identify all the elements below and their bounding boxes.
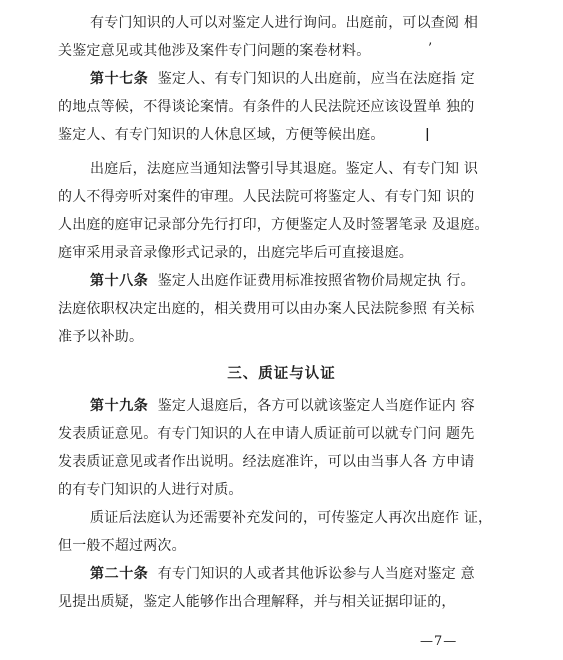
text-line: 关鉴定意见或其他涉及案件专门问题的案卷材料。 <box>58 43 371 59</box>
text-line: 质证后法庭认为还需要补充发问的，可传鉴定人再次出庭作 证， <box>90 510 493 526</box>
section-heading: 三、质证与认证 <box>227 365 336 382</box>
text-line: 出庭后，法庭应当通知法警引导其退庭。鉴定人、有专门知 识 <box>90 161 479 177</box>
text-line: 的地点等候，不得谈论案情。有条件的人民法院还应该设置单 独的 <box>58 99 475 115</box>
article-18-title: 第十八条 <box>90 273 149 289</box>
text-line: 准予以补助。 <box>58 329 144 345</box>
text-line: 法庭依职权决定出庭的，相关费用可以由办案人民法院参照 有关标 <box>58 301 475 317</box>
article-20-title: 第二十条 <box>90 566 149 582</box>
article-17-title: 第十七条 <box>90 71 149 87</box>
text-line: 发表质证意见。有专门知识的人在申请人质证前可以就专门问 题先 <box>58 426 475 442</box>
article-19-title: 第十九条 <box>90 398 149 414</box>
stray-mark: ’ <box>428 41 433 56</box>
text-line: 庭审采用录音录像形式记录的，出庭完毕后可直接退庭。 <box>58 245 413 261</box>
text-line: 的人不得旁听对案件的审理。人民法院可将鉴定人、有专门知 识的 <box>58 189 475 205</box>
text-line: 鉴定人退庭后，各方可以就该鉴定人当庭作证内 容 <box>157 398 475 414</box>
article-19-line <box>90 396 518 416</box>
text-line: 但一般不超过两次。 <box>58 538 186 554</box>
page-number: —7— <box>420 634 458 649</box>
text-line: 人出庭的庭审记录部分先行打印，方便鉴定人及时签署笔录 及退庭。 <box>58 217 489 233</box>
cursor-mark: | <box>425 127 430 142</box>
article-20-line <box>90 564 518 584</box>
text-line: 见提出质疑，鉴定人能够作出合理解释，并与相关证据印证的， <box>58 594 456 610</box>
text-line: 鉴定人、有专门知识的人休息区域，方便等候出庭。 <box>58 127 385 143</box>
text-line: 发表质证意见或者作出说明。经法庭准许，可以由当事人各 方申请 <box>58 454 475 470</box>
text-line: 有专门知识的人或者其他诉讼参与人当庭对鉴定 意 <box>157 566 475 582</box>
text-line: 鉴定人、有专门知识的人出庭前，应当在法庭指 定 <box>157 71 475 87</box>
text-line: 鉴定人出庭作证费用标准按照省物价局规定执 行。 <box>157 273 475 289</box>
article-17-line <box>90 69 518 89</box>
text-line: 的有专门知识的人进行对质。 <box>58 482 243 498</box>
text-line: 有专门知识的人可以对鉴定人进行询问。出庭前，可以查阅 相 <box>90 15 479 31</box>
article-18-line <box>90 271 518 291</box>
